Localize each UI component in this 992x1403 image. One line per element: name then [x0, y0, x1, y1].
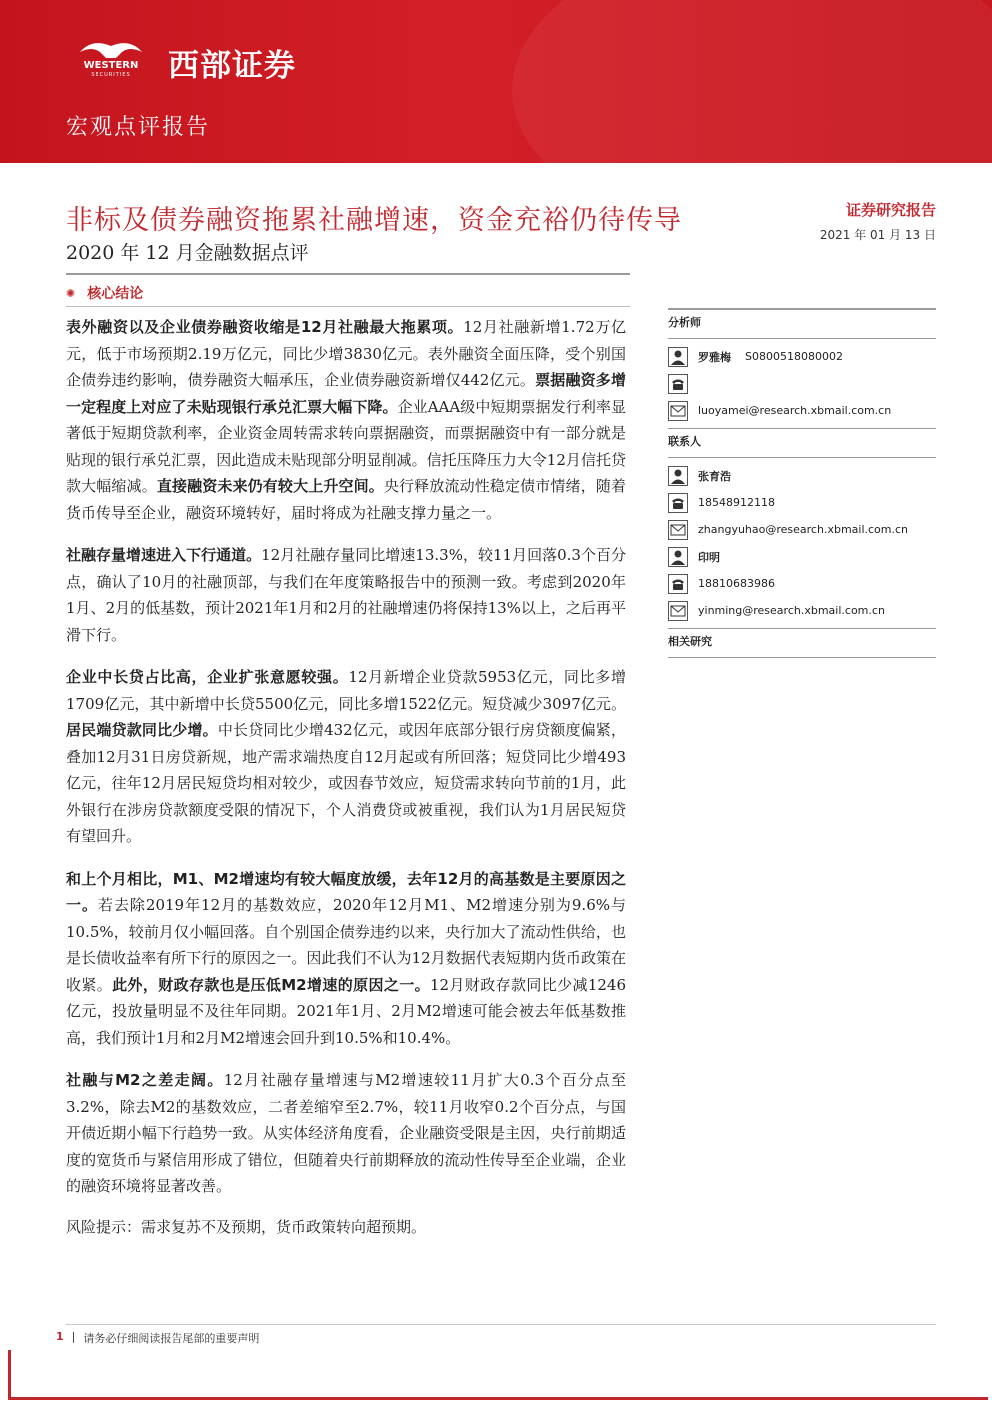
paragraph-text: 12月新增企业贷款5953亿元，同比多增1709亿元，其中新增中长贷5500亿元，同比多增1522亿元。短贷减少3097亿元。 [66, 668, 626, 713]
bold-lead: 此外，财政存款也是压低M2增速的原因之一。 [112, 975, 430, 994]
contact-phone-row [668, 489, 936, 516]
header-banner [0, 0, 992, 163]
bold-lead: 票据融资多增一定程度上对应了未贴现银行承兑汇票大幅下降。 [66, 371, 626, 416]
person-icon [668, 347, 688, 367]
analyst-email-row [668, 397, 936, 424]
svg-text:WESTERN: WESTERN [83, 60, 139, 71]
paragraph-text: 12月社融存量同比增速13.3%，较11月回落0.3个百分点，确认了10月的社融顶部，与我们在年度策略报告中的预测一致。考虑到2020年1月、2月的低基数，预计2021年1月和2月的社融增速仍将保持13%以上，之后再平滑下行。 [66, 546, 626, 644]
paragraph-text: 若去除2019年12月的基数效应，2020年12月M1、M2增速分别为9.6%与10.5%，较前月仅小幅回落。自个别国企债券违约以来，央行加大了流动性供给，也是长债收益率有所下行的原因之一。因此我们不认为12月数据代表短期内货币政策在收紧。 [66, 896, 626, 994]
sidebar-divider [668, 308, 936, 310]
related-research-label: 相关研究 [668, 635, 712, 648]
bold-lead: 社融与M2之差走阔。 [66, 1071, 224, 1089]
email-icon [668, 520, 688, 540]
bullet-icon: ✺ [66, 286, 76, 300]
bold-lead: 社融存量增速进入下行通道。 [66, 546, 262, 564]
section-title: 核心结论 [87, 286, 144, 302]
footer-note: 请务必仔细阅读报告尾部的重要声明 [83, 1332, 260, 1345]
document-kind: 证券研究报告 [845, 201, 936, 219]
contact-name-row [668, 543, 936, 570]
svg-text:SECURITIES: SECURITIES [91, 72, 131, 78]
phone-icon [668, 574, 688, 594]
company-name: 西部证券 [168, 48, 296, 84]
phone-icon [668, 493, 688, 513]
bold-lead: 直接融资未来仍有较大上升空间。 [156, 477, 384, 495]
footer [56, 1330, 259, 1346]
report-title: 非标及债券融资拖累社融增速，资金充裕仍待传导 [66, 205, 682, 236]
contact-name: 印明 [698, 550, 720, 564]
paragraph-text: 12月社融新增1.72万亿元，低于市场预期2.19万亿元，同比少增3830亿元。表外融资全面压降，受个别国企债券违约影响，债券融资大幅承压，企业债券融资新增仅442亿元。 [66, 318, 626, 389]
analyst-email[interactable]: luoyamei@research.xbmail.com.cn [698, 404, 892, 417]
paragraph-text: 12月社融存量增速与M2增速较11月扩大0.3个百分点至3.2%，除去M2的基数效应，二者差缩窄至2.7%，较11月收窄0.2个百分点，与国开债近期小幅下行趋势一致。从实体经济角度看，企业融资受限是主因，央行前期适度的宽货币与紧信用形成了错位，但随着央行前期释放的流动性传导至企业端，企业的融资环境将显著改善。 [66, 1071, 626, 1195]
email-icon [668, 401, 688, 421]
bold-lead: 企业中长贷占比高，企业扩张意愿较强。 [66, 668, 349, 686]
page-number: 1 [56, 1330, 64, 1343]
bottom-border [8, 1397, 988, 1400]
analyst-cert: S0800518080002 [745, 350, 843, 363]
contact-label: 联系人 [668, 435, 701, 448]
sidebar [668, 308, 936, 662]
paragraph [66, 866, 626, 1052]
contact-phone-row [668, 570, 936, 597]
sidebar-divider [668, 338, 936, 339]
contact-email-row [668, 597, 936, 624]
phone-icon [668, 374, 688, 394]
person-icon [668, 466, 688, 486]
contact-phone: 18810683986 [698, 577, 775, 590]
contact-name-row [668, 462, 936, 489]
sidebar-divider [668, 428, 936, 429]
report-type: 宏观点评报告 [66, 115, 211, 140]
section-heading [66, 283, 143, 303]
analyst-label: 分析师 [668, 316, 701, 329]
paragraph-text: 企业AAA级中短期票据发行利率显著低于短期贷款利率，企业资金周转需求转向票据融资，而票据融资中有一部分就是贴现的银行承兑汇票，因此造成未贴现部分明显削减。信托压降压力大令12月信托贷款大幅缩减。 [66, 397, 627, 495]
analyst-phone-row [668, 370, 936, 397]
paragraph [66, 664, 626, 850]
section-divider [66, 306, 630, 307]
paragraph-text: 中长贷同比少增432亿元，或因年底部分银行房贷额度偏紧，叠加12月31日房贷新规，地产需求端热度自12月起或有所回落；短贷同比少增493亿元，往年12月居民短贷均相对较少，或因春节效应，短贷需求转向节前的1月，此外银行在涉房贷款额度受限的情况下，个人消费贷或被重视，我们认为1月居民短贷有望回升。 [66, 721, 626, 845]
title-divider [66, 273, 630, 275]
contact-email[interactable]: zhangyuhao@research.xbmail.com.cn [698, 523, 909, 536]
report-subtitle: 2020 年 12 月金融数据点评 [66, 242, 309, 264]
risk-note: 风险提示：需求复苏不及预期，货币政策转向超预期。 [66, 1217, 427, 1236]
bull-logo-icon [70, 38, 152, 78]
contact-email[interactable]: yinming@research.xbmail.com.cn [698, 604, 885, 617]
footer-separator: | [71, 1330, 76, 1343]
company-logo [70, 38, 340, 84]
footer-divider [66, 1324, 936, 1325]
paragraph [66, 1067, 626, 1200]
paragraph [66, 542, 626, 648]
sidebar-divider [668, 628, 936, 629]
contact-email-row [668, 516, 936, 543]
contact-name: 张育浩 [698, 469, 731, 483]
bold-lead: 居民端贷款同比少增。 [66, 721, 218, 739]
bold-lead: 和上个月相比，M1、M2增速均有较大幅度放缓，去年12月的高基数是主要原因之一。 [66, 869, 626, 914]
banner-shading [512, 0, 992, 163]
paragraph [66, 314, 626, 526]
bold-lead: 表外融资以及企业债券融资收缩是12月社融最大拖累项。 [66, 318, 464, 336]
analyst-name-row [668, 343, 936, 370]
email-icon [668, 601, 688, 621]
report-date: 2021 年 01 月 13 日 [819, 228, 936, 242]
person-icon [668, 547, 688, 567]
analyst-name: 罗雅梅 [698, 350, 731, 364]
contact-phone: 18548912118 [698, 496, 775, 509]
sidebar-divider [668, 457, 936, 458]
sidebar-divider [668, 657, 936, 658]
paragraph-text: 12月财政存款同比少减1246亿元，投放量明显不及往年同期。2021年1月、2月M2增速可能会被去年低基数推高，我们预计1月和2月M2增速会回升到10.5%和10.4%。 [66, 975, 626, 1047]
corner-mark [8, 1350, 11, 1400]
paragraph-text: 央行释放流动性稳定债市情绪，随着货币传导至企业，融资环境转好，届时将成为社融支撑力量之一。 [66, 477, 626, 522]
report-body [66, 314, 626, 1237]
